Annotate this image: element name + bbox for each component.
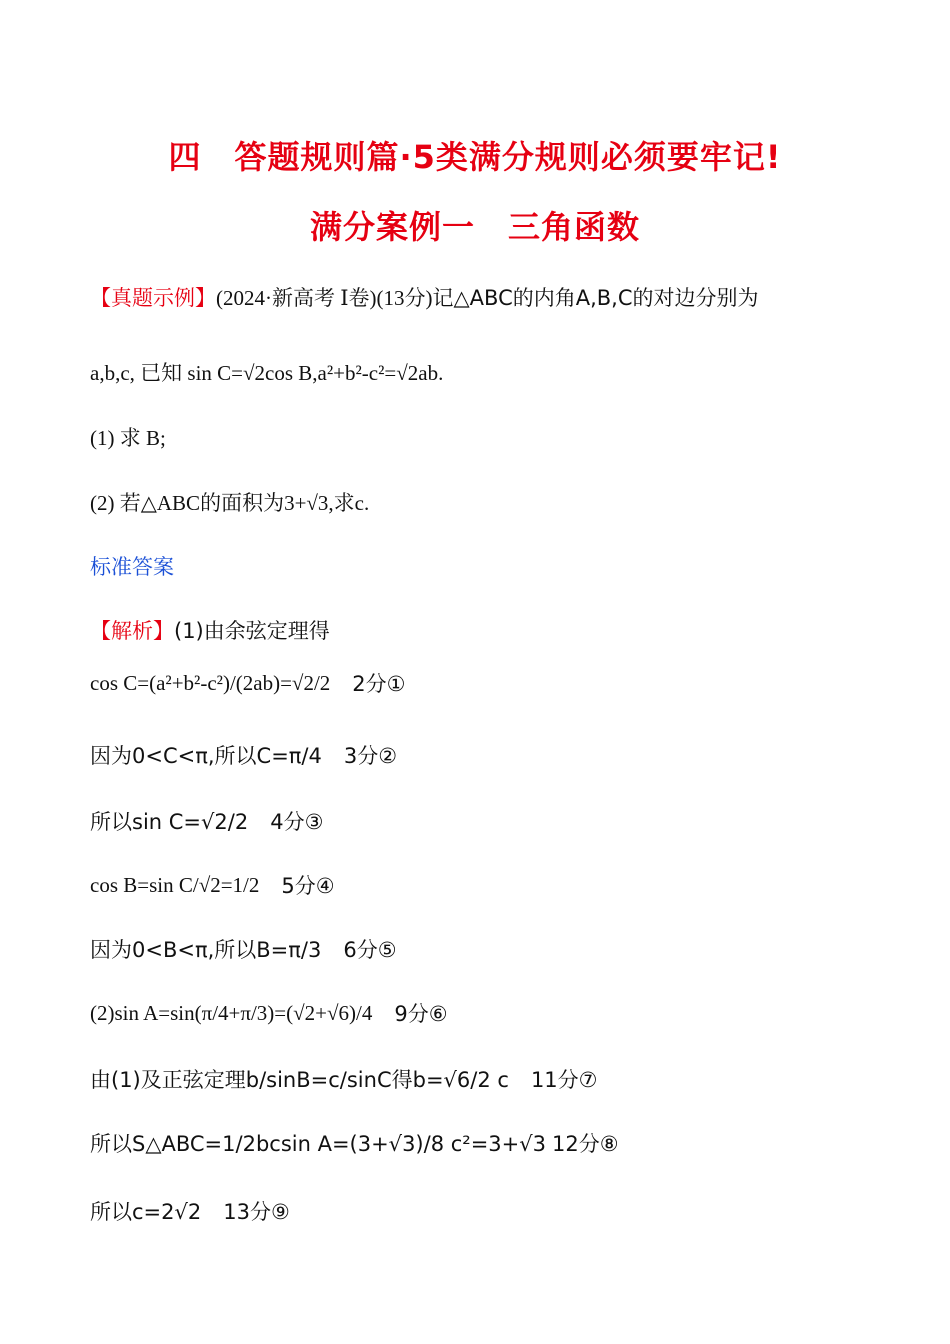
step-1-formula: cos C=(a²+b²-c²)/(2ab)=√2/2: [90, 670, 331, 695]
answer-heading: 标准答案: [90, 555, 174, 579]
problem-part-1: [90, 422, 166, 452]
step-5-score: 6分⑤: [343, 938, 397, 962]
step-9-formula: 所以c=2√2: [90, 1200, 202, 1224]
step-5-formula: 因为0<B<π,所以B=π/3: [90, 938, 322, 962]
solution-step-5: [90, 934, 397, 964]
solution-step-9: [90, 1196, 290, 1226]
main-title: 四 答题规则篇·5类满分规则必须要牢记!: [168, 138, 782, 176]
step-2-formula: 因为0<C<π,所以C=π/4: [90, 744, 322, 768]
solution-tag: 【解析】: [90, 619, 174, 643]
solution-step-8: [90, 1128, 619, 1158]
solution-step-3: [90, 806, 323, 836]
step-2-score: 3分②: [343, 744, 398, 768]
problem-source: (2024·新高考 Ⅰ卷)(13分): [216, 286, 433, 310]
step-8-score: 12分⑧: [552, 1132, 619, 1156]
given-text: a,b,c, 已知 sin C=√2cos B,a²+b²-c²=√2ab.: [90, 361, 444, 385]
part-1-text: (1) 求 B;: [90, 426, 166, 450]
step-3-formula: 所以sin C=√2/2: [90, 810, 249, 834]
solution-step-1: [90, 668, 405, 698]
step-9-score: 13分⑨: [223, 1200, 290, 1224]
sub-title: 满分案例一 三角函数: [309, 208, 640, 246]
solution-intro-text: (1)由余弦定理得: [174, 619, 330, 643]
step-7-score: 11分⑦: [530, 1068, 598, 1092]
solution-step-7: [90, 1064, 598, 1094]
step-6-formula: (2)sin A=sin(π/4+π/3)=(√2+√6)/4: [90, 1000, 373, 1025]
problem-stem: 记△ABC的内角A,B,C的对边分别为: [432, 286, 759, 310]
solution-step-6: [90, 998, 448, 1028]
step-4-score: 5分④: [281, 874, 335, 898]
step-8-formula: 所以S△ABC=1/2bcsin A=(3+√3)/8 c²=3+√3: [90, 1132, 546, 1156]
step-4-formula: cos B=sin C/√2=1/2: [90, 872, 260, 897]
solution-step-4: [90, 870, 335, 900]
problem-part-2: [90, 487, 369, 517]
problem-tag-label: 【真题示例】: [90, 286, 216, 310]
step-3-score: 4分③: [270, 810, 324, 834]
problem-given: [90, 357, 443, 387]
solution-step-2: [90, 740, 397, 770]
step-7-formula: 由(1)及正弦定理b/sinB=c/sinC得b=√6/2 c: [90, 1068, 509, 1092]
part-2-text: (2) 若△ABC的面积为3+√3,求c.: [90, 491, 370, 515]
problem-line-1: [90, 282, 759, 312]
solution-intro: [90, 615, 330, 645]
step-1-score: 2分①: [352, 672, 406, 696]
step-6-score: 9分⑥: [394, 1002, 448, 1026]
